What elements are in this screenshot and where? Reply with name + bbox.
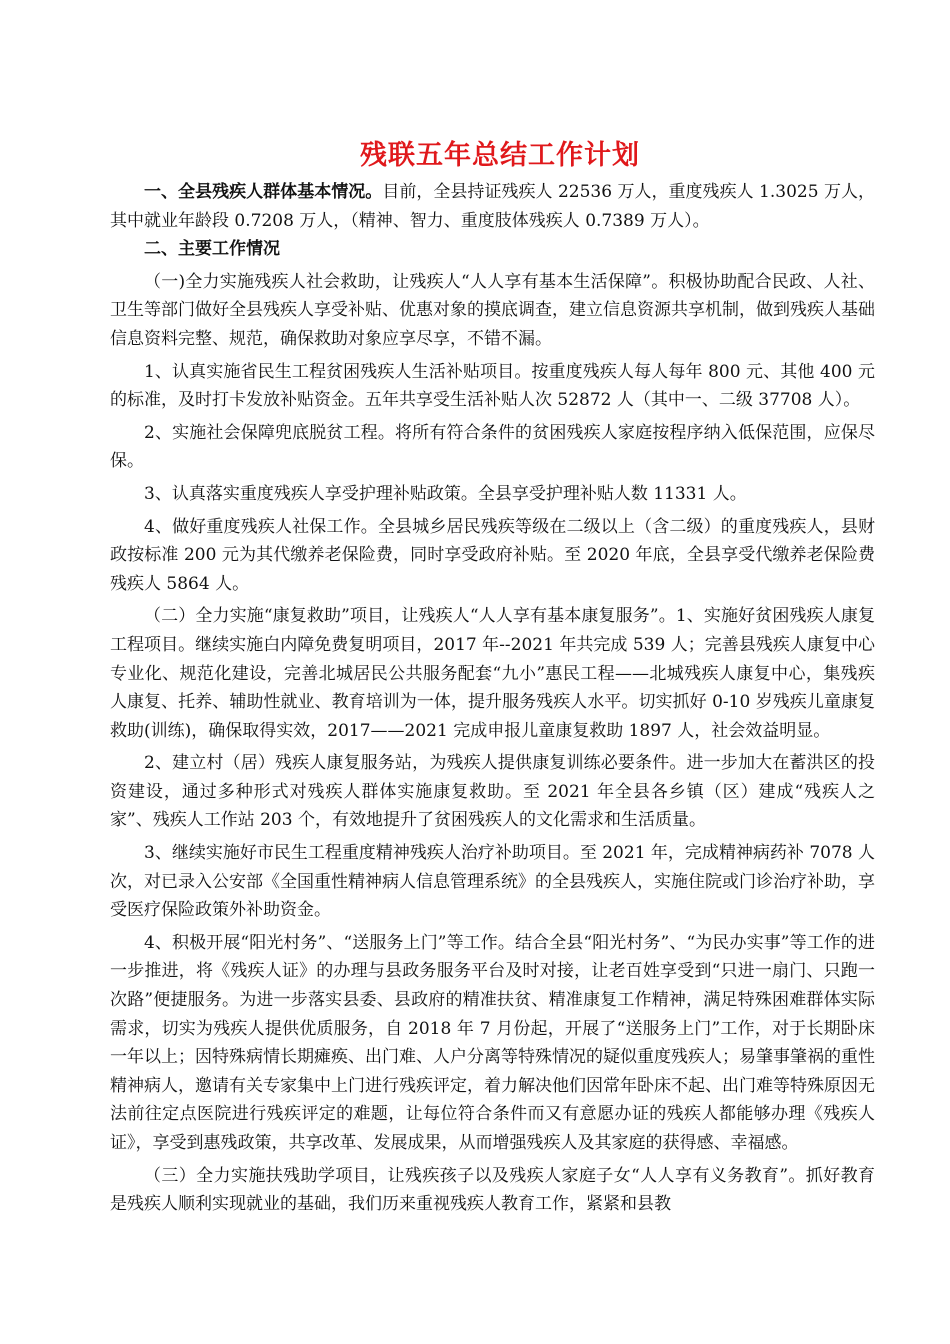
section-paragraph xyxy=(110,235,875,264)
body-paragraph: 3、认真落实重度残疾人享受护理补贴政策。全县享受护理补贴人数 11331 人。 xyxy=(144,483,747,504)
document-body xyxy=(110,178,875,1223)
body-paragraph: （一)全力实施残疾人社会救助，让残疾人“人人享有基本生活保障”。积极协助配合民政、人社、卫生等部门做好全县残疾人享受补贴、优惠对象的摸底调查，建立信息资源共享机制，做到残疾人基础信息资料完整、规范，确保救助对象应享尽享，不错不漏。 xyxy=(110,271,875,349)
document-title: 残联五年总结工作计划 xyxy=(360,140,640,171)
body-paragraph: （三）全力实施扶残助学项目，让残疾孩子以及残疾人家庭子女“人人享有义务教育”。抓好教育是残疾人顺利实现就业的基础，我们历来重视残疾人教育工作，紧紧和县教 xyxy=(110,1165,875,1215)
section-heading: 二、主要工作情况 xyxy=(144,239,280,260)
section-paragraph xyxy=(110,178,875,235)
body-paragraph: 1、认真实施省民生工程贫困残疾人生活补贴项目。按重度残疾人每人每年 800 元、其他 400 元的标准，及时打卡发放补贴资金。五年共享受生活补贴人次 52872 人（其中一、二级 37708 人）。 xyxy=(110,361,875,411)
body-paragraph: 4、积极开展“阳光村务”、“送服务上门”等工作。结合全县“阳光村务”、“为民办实事”等工作的进一步推进，将《残疾人证》的办理与县政务服务平台及时对接，让老百姓享受到“只进一扇门、只跑一次路”便捷服务。为进一步落实县委、县政府的精准扶贫、精准康复工作精神，满足特殊困难群体实际需求，切实为残疾人提供优质服务，自 2018 年 7 月份起，开展了“送服务上门”工作，对于长期卧床一年以上；因特殊病情长期瘫痪、出门难、人户分离等特殊情况的疑似重度残疾人；易肇事肇祸的重性精神病人，邀请有关专家集中上门进行残疾评定，着力解决他们因常年卧床不起、出门难等特殊原因无法前往定点医院进行残疾评定的难题，让每位符合条件而又有意愿办证的残疾人都能够办理《残疾人证》，享受到惠残政策，共享改革、发展成果，从而增强残疾人及其家庭的获得感、幸福感。 xyxy=(110,932,875,1153)
body-paragraph: 2、建立村（居）残疾人康复服务站，为残疾人提供康复训练必要条件。进一步加大在蓄洪区的投资建设，通过多种形式对残疾人群体实施康复救助。至 2021 年全县各乡镇（区）建成“残疾人之家”、残疾人工作站 203 个，有效地提升了贫困残疾人的文化需求和生活质量。 xyxy=(110,753,875,831)
body-paragraph: 3、继续实施好市民生工程重度精神残疾人治疗补助项目。至 2021 年，完成精神病药补 7078 人次，对已录入公安部《全国重性精神病人信息管理系统》的全县残疾人，实施住院或门诊治疗补助，享受医疗保险政策外补助资金。 xyxy=(110,843,875,921)
body-paragraph: （二）全力实施“康复救助”项目，让残疾人“人人享有基本康复服务”。1、实施好贫困残疾人康复工程项目。继续实施白内障免费复明项目，2017 年--2021 年共完成 539 人；完善县残疾人康复中心专业化、规范化建设，完善北城居民公共服务配套“九小”惠民工程——北城残疾人康复中心，集残疾人康复、托养、辅助性就业、教育培训为一体，提升服务残疾人水平。切实抓好 0-10 岁残疾儿童康复救助(训练)，确保取得实效，2017——2021 完成申报儿童康复救助 1897 人，社会效益明显。 xyxy=(110,606,875,741)
body-paragraph: 2、实施社会保障兜底脱贫工程。将所有符合条件的贫困残疾人家庭按程序纳入低保范围，应保尽保。 xyxy=(110,422,875,472)
section-heading: 一、全县残疾人群体基本情况。 xyxy=(144,182,383,202)
body-paragraph: 4、做好重度残疾人社保工作。全县城乡居民残疾等级在二级以上（含二级）的重度残疾人，县财政按标准 200 元为其代缴养老保险费，同时享受政府补贴。至 2020 年底，全县享受代缴养老保险费残疾人 5864 人。 xyxy=(110,516,875,594)
section-body: 目前，全县持证残疾人 22536 万人，重度残疾人 1.3025 万人，其中就业年龄段 0.7208 万人，（精神、智力、重度肢体残疾人 0.7389 万人）。 xyxy=(110,182,876,231)
